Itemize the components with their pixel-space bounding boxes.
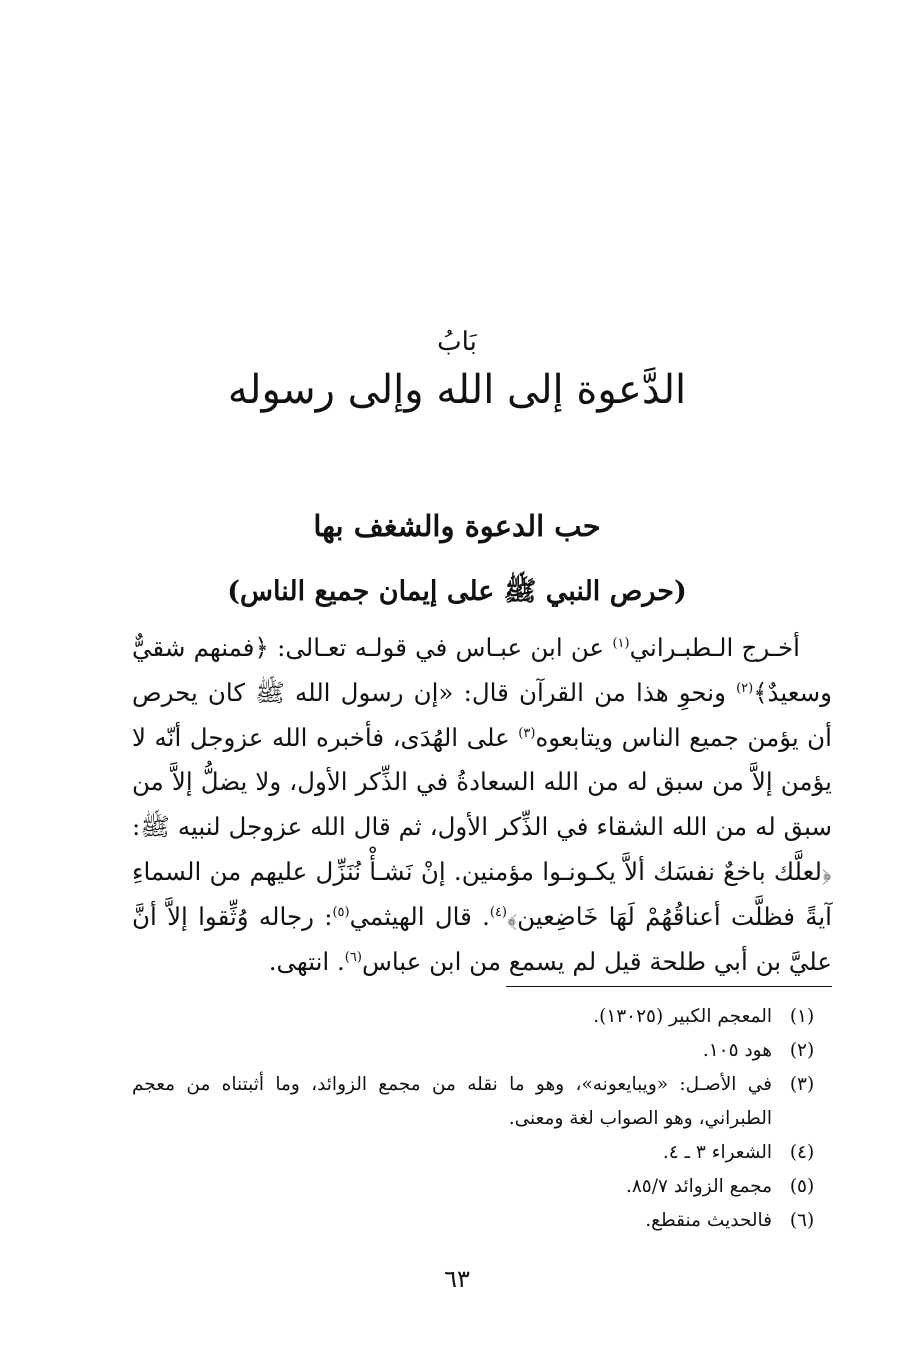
footnote-separator — [506, 986, 832, 987]
footnote-item — [132, 1204, 832, 1238]
footnote-number: (٥) — [789, 1176, 815, 1197]
footnote-ref-4[interactable]: (٤) — [489, 904, 507, 920]
footnote-text: المعجم الكبير (١٣٠٢٥). — [593, 1006, 772, 1027]
footnote-text: الشعراء ٣ ـ ٤. — [662, 1142, 772, 1163]
footnote-item — [132, 1170, 832, 1204]
footnotes-list — [132, 1000, 832, 1238]
body-text — [132, 626, 832, 984]
footnote-item — [132, 1068, 832, 1136]
footnote-item — [132, 1034, 832, 1068]
footnote-item — [132, 1000, 832, 1034]
text-run: عن ابن عبـاس في قولـه تعـالى: ﴿فمنهم شقيٌّ وسعيدٌ﴾ — [132, 633, 832, 707]
footnote-item — [132, 1136, 832, 1170]
footnote-number: (١) — [789, 1006, 815, 1027]
section-title: حب الدعوة والشغف بها — [313, 509, 601, 543]
text-run: على الهُدَى، فأخبره الله عزوجل أنّه لا يؤمن إلاَّ من سبق له من الله السعادةُ في الذِّكر الأول، ولا يضلُّ إلاَّ من سبق له من الله الشقاء في الذِّكر الأول، ثم قال الله عزوجل لنبيه ﷺ: ﴿لعلَّك باخعٌ نفسَك ألاَّ يكـونـوا مؤمنين. إنْ نَشـأْ نُنَزِّل عليهم من السماءِ آيةً فظلَّت أعناقُهُمْ لَهَا خَاضِعين﴾ — [132, 722, 832, 931]
text-run: . انتهى. — [268, 946, 345, 976]
footnote-ref-6[interactable]: (٦) — [344, 949, 362, 965]
footnote-text: مجمع الزوائد ٨٥/٧. — [625, 1176, 772, 1197]
footnote-ref-2[interactable]: (٢) — [736, 680, 754, 696]
footnote-ref-5[interactable]: (٥) — [332, 904, 350, 920]
subsection-title: (حرص النبي ﷺ على إيمان جميع الناس) — [227, 576, 687, 607]
page-number: ٦٣ — [444, 1265, 470, 1293]
chapter-label: بَابُ — [437, 327, 477, 357]
text-run: : رجاله وُثِّقوا إلاَّ أنَّ عليَّ بن أبي طلحة قيل لم يسمع من ابن عباس — [132, 901, 832, 976]
footnote-number: (٦) — [789, 1210, 815, 1231]
text-run: . قال الهيثمي — [349, 901, 490, 931]
text-run: أخـرج الـطبـراني — [629, 633, 800, 662]
chapter-title: الدَّعوة إلى الله وإلى رسوله — [227, 367, 687, 413]
footnote-text: فالحديث منقطع. — [645, 1210, 772, 1231]
footnote-text: هود ١٠٥. — [702, 1040, 772, 1061]
footnote-ref-1[interactable]: (١) — [612, 635, 630, 651]
footnote-number: (٣) — [789, 1074, 815, 1095]
footnote-number: (٢) — [789, 1040, 815, 1061]
text-run: ونحوِ هذا من القرآن قال: «إن رسول الله ﷺ كان يحرص أن يؤمن جميع الناس ويتابعوه — [132, 677, 832, 752]
footnote-number: (٤) — [789, 1142, 815, 1163]
footnote-ref-3[interactable]: (٣) — [518, 725, 536, 741]
body-paragraph — [132, 626, 832, 984]
footnote-text: في الأصـل: «ويبايعونه»، وهو ما نقله من مجمع الزوائد، وما أثبتناه من معجم الطبراني، وهو الصواب لغة ومعنى. — [132, 1074, 772, 1129]
